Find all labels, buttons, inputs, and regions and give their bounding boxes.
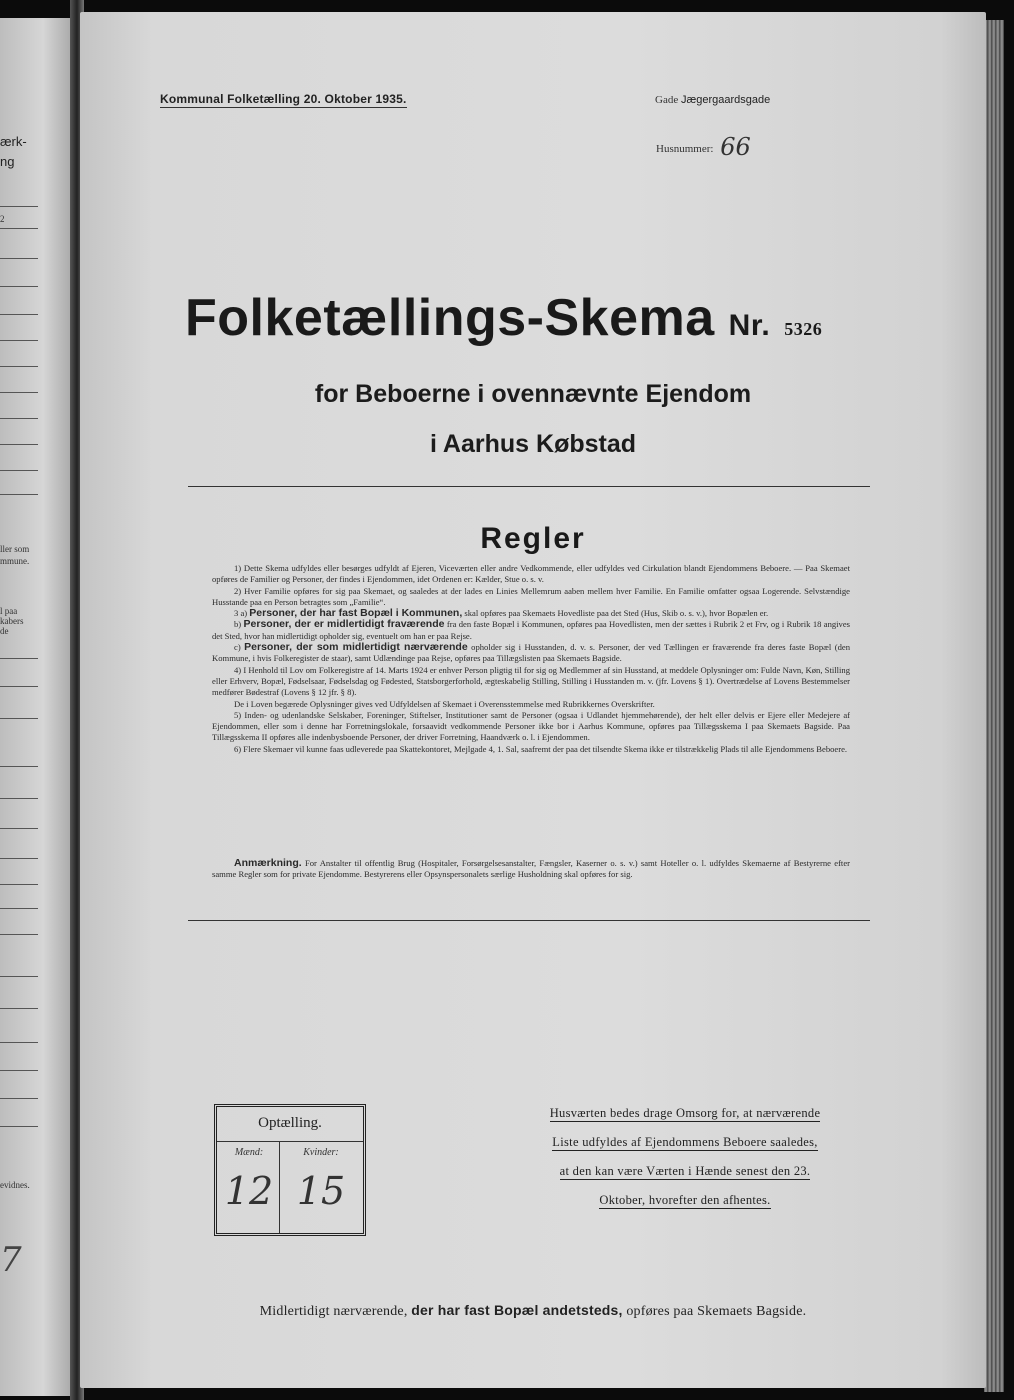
landlord-notice	[510, 1106, 860, 1222]
remark-paragraph	[212, 858, 850, 881]
men-count: 12	[224, 1169, 274, 1213]
left-fragment: l paa	[0, 606, 18, 616]
form-nr-label: Nr.	[728, 309, 771, 342]
left-rule	[0, 718, 38, 719]
notice-line	[510, 1135, 860, 1150]
left-fragment: ng	[0, 154, 15, 169]
left-fragment: 2	[0, 214, 5, 224]
left-rule	[0, 228, 38, 229]
count-column-divider	[279, 1141, 280, 1233]
rule-2: 2) Hver Familie opføres for sig paa Skemaet, og saaledes at der lades en Linies Mellemrum aaben mellem hver Familie. En Familie omfatter ogsaa Logerende. Selvstændige Husstande paa en Person betragtes som „Familie“.	[212, 585, 850, 607]
house-number-field	[656, 130, 751, 161]
rule-3c-heading: Personer, der som midlertidigt nærværende	[244, 641, 468, 654]
left-fragment: de	[0, 626, 9, 636]
left-rule	[0, 658, 38, 659]
remark-block	[212, 858, 850, 881]
notice-line	[510, 1193, 860, 1208]
count-divider	[217, 1141, 363, 1142]
notice-line	[510, 1106, 860, 1121]
left-rule	[0, 258, 38, 259]
count-box	[214, 1104, 366, 1236]
left-handwritten-mark: 7	[0, 1240, 22, 1280]
remark-label: Anmærkning.	[234, 857, 302, 869]
left-rule	[0, 1008, 38, 1009]
left-rule	[0, 494, 38, 495]
rule-3b-number: b)	[234, 619, 242, 630]
footer-note	[80, 1302, 986, 1320]
street-label: Gade	[655, 94, 679, 106]
notice-text: Oktober, hvorefter den afhentes.	[599, 1193, 771, 1207]
left-rule	[0, 206, 38, 207]
left-rule	[0, 686, 38, 687]
left-rule	[0, 314, 38, 315]
rule-3a-heading: Personer, der har fast Bopæl i Kommunen,	[249, 607, 463, 620]
notice-line	[510, 1164, 860, 1179]
form-title-main: Folketællings-Skema	[185, 289, 715, 347]
notice-text: Liste udfyldes af Ejendommens Beboere saaledes,	[552, 1135, 818, 1149]
form-subtitle: for Beboerne i ovennævnte Ejendom	[314, 380, 752, 408]
rule-3c-text: opholder sig i Husstanden, d. v. s. Personer, der ved Tællingen er fraværende fra deres faste Bopæl (den Kommune, i hvis Folkeregister de staar), samt Udlændinge paa Rejse, opføres paa Tillægslisten paa Skemaets Bagside.	[212, 642, 850, 664]
left-fragment: kabers	[0, 616, 24, 626]
left-fragment: evidnes.	[0, 1180, 30, 1190]
rule-3b-text: fra den faste Bopæl i Kommunen, opføres paa Hovedlisten, men der sættes i Rubrik 2 et Frv, og i Rubrik 18 angives det Sted, hvor han midlertidigt opholder sig, eventuelt om han er paa Rejse.	[212, 619, 851, 641]
house-number-value: 66	[720, 133, 751, 161]
left-rule	[0, 1126, 38, 1127]
left-rule	[0, 366, 38, 367]
left-fragment: mmune.	[0, 556, 30, 566]
left-rule	[0, 286, 38, 287]
left-rule	[0, 858, 38, 859]
notice-text: at den kan være Værten i Hænde senest den 23.	[559, 1164, 811, 1178]
left-rule	[0, 828, 38, 829]
rule-4: 4) I Henhold til Lov om Folkeregistre af 14. Marts 1924 er enhver Person pligtig til for sig og Medlemmer af sin Husstand, at meddele Oplysninger om: Fulde Navn, Køn, Stilling eller Erhverv, Bopæl, Fødselsaar, Fødselsdag og Fødested, Statsborgerforhold, ægteskabelig Stilling, Stilling i Husstanden m. v. (jfr. Lovens § 1). Overtrædelse af Lovens Bestemmelser medfører Bødestraf (Lovens § 12 jfr. § 8).	[212, 664, 850, 698]
left-rule	[0, 798, 38, 799]
left-fragment: ller som	[0, 544, 30, 554]
street-field	[655, 94, 770, 106]
remark-text: For Anstalter til offentlig Brug (Hospitaler, Forsørgelsesanstalter, Fængsler, Kaserner o. s. v.) samt Hoteller o. l. udfyldes Skemaerne af Bestyrerne efter samme Regler som for private Ejendomme. Bestyrerens eller Opsynspersonalets særlige Husholdning skal opføres for sig.	[212, 858, 850, 880]
divider	[188, 486, 870, 487]
form-number: 5326	[784, 319, 823, 339]
left-rule	[0, 766, 38, 767]
rule-6: 6) Flere Skemaer vil kunne faas udleverede paa Skattekontoret, Mejlgade 4, 1. Sal, saafremt der paa det tilsendte Skema ikke er tilstrækkelig Plads til alle Ejendommens Beboere.	[234, 743, 848, 754]
left-rule	[0, 470, 38, 471]
women-label: Kvinder:	[303, 1147, 339, 1158]
left-rule	[0, 444, 38, 445]
left-fragment: ærk-	[0, 134, 27, 149]
footer-part-bold: der har fast Bopæl andetsteds,	[411, 1302, 623, 1318]
street-value: Jægergaardsgade	[680, 94, 771, 106]
footer-part: opføres paa Skemaets Bagside.	[626, 1304, 807, 1319]
notice-text: Husværten bedes drage Omsorg for, at nærværende	[549, 1106, 821, 1120]
left-page-fragment	[0, 18, 72, 1396]
rule-1: 1) Dette Skema udfyldes eller besørges udfyldt af Ejeren, Viceværten eller andre Vedkommende, eller udfyldes ved Cirkulation blandt Ejendommens Beboere. — Paa Skemaet opføres de Familier og Personer, der findes i Ejendommen, idet Ordenen er: Kælder, Stue o. s. v.	[212, 563, 850, 585]
left-rule	[0, 1042, 38, 1043]
rule-3a-text: skal opføres paa Skemaets Hovedliste paa det Sted (Hus, Skib o. s. v.), hvor Bopælen er.	[464, 608, 769, 619]
left-rule	[0, 392, 38, 393]
women-count: 15	[296, 1169, 346, 1213]
footer-part: Midlertidigt nærværende,	[259, 1304, 408, 1319]
left-rule	[0, 1098, 38, 1099]
left-rule	[0, 418, 38, 419]
rule-5: 5) Inden- og udenlandske Selskaber, Foreninger, Stiftelser, Institutioner samt de Personer (ogsaa i Udlandet hjemmehørende), der helt eller delvis er Ejere eller Medejere af Ejendommen, eller som i denne har Forretningslokale, forsaavidt vedkommende Personer ikke bor i Aarhus Kommune, opføres paa Tillægsskema I paa Skemaets Bagside. Paa Tillægsskema II opføres alle indenbysboende Personer, der driver Forretning, Haandværk o. l. i Ejendommen.	[212, 709, 850, 743]
form-title	[185, 288, 822, 348]
left-rule	[0, 884, 38, 885]
rule-3b-heading: Personer, der er midlertidigt fraværende	[243, 618, 445, 631]
rule-4b: De i Loven begærede Oplysninger gives ved Udfyldelsen af Skemaet i Overensstemmelse med Rubrikkernes Overskrifter.	[234, 698, 655, 709]
census-heading: Kommunal Folketælling 20. Oktober 1935.	[160, 92, 407, 106]
rule-3a-number: 3 a)	[234, 608, 248, 619]
census-form-page	[80, 12, 986, 1388]
left-rule	[0, 340, 38, 341]
form-subtitle-city: i Aarhus Købstad	[429, 430, 637, 458]
left-rule	[0, 1070, 38, 1071]
page-edges	[984, 20, 1004, 1392]
left-rule	[0, 934, 38, 935]
rules-heading: Regler	[480, 522, 586, 555]
rule-3b	[212, 619, 850, 642]
rule-3c	[212, 642, 850, 665]
left-rule	[0, 908, 38, 909]
count-title: Optælling.	[258, 1115, 322, 1131]
left-rule	[0, 976, 38, 977]
divider	[188, 920, 870, 921]
men-label: Mænd:	[234, 1147, 264, 1158]
rules-text	[212, 563, 850, 755]
rule-3c-number: c)	[234, 642, 241, 653]
house-number-label: Husnummer:	[656, 143, 714, 155]
